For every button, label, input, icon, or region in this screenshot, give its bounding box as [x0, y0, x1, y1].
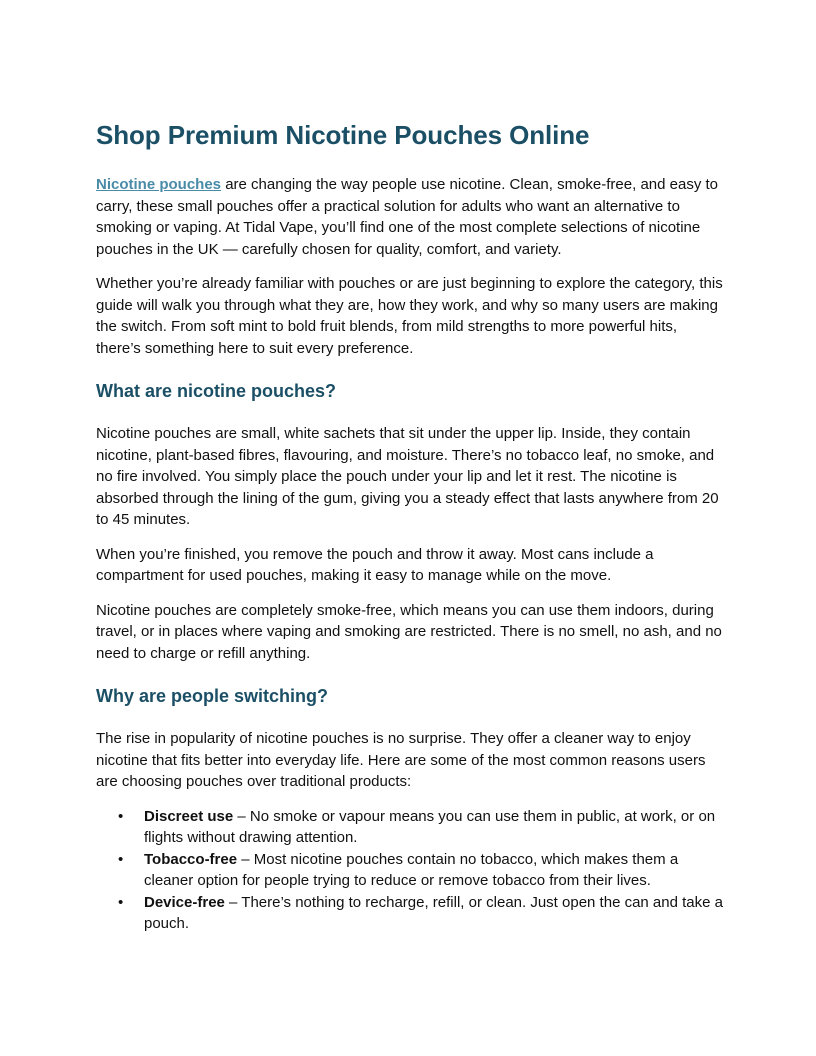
- section-heading-what-are: What are nicotine pouches?: [96, 381, 337, 401]
- list-item-term: Tobacco-free: [144, 850, 238, 868]
- section-heading-why-switching: Why are people switching?: [96, 686, 329, 706]
- bullet-icon: •: [118, 807, 124, 825]
- section2-paragraph: The rise in popularity of nicotine pouches is no surprise. They offer a cleaner way to enjoy nicotine that fits better into everyday life. Here are some of the most common reasons users are choosing pouches over traditional products:: [96, 730, 706, 790]
- list-item: [96, 849, 724, 892]
- list-item-text: – No smoke or vapour means you can use them in public, at work, or on flights without drawing attention.: [144, 807, 716, 846]
- list-item: [96, 806, 724, 849]
- list-item-term: Discreet use: [144, 807, 234, 825]
- list-item-text: – There’s nothing to recharge, refill, or clean. Just open the can and take a pouch.: [144, 893, 723, 932]
- section1-paragraph-2: When you’re finished, you remove the pouch and throw it away. Most cans include a compartment for used pouches, making it easy to manage while on the move.: [96, 545, 654, 584]
- bullet-icon: •: [118, 850, 124, 868]
- reasons-list: [96, 806, 724, 935]
- nicotine-pouches-link[interactable]: Nicotine pouches: [96, 176, 222, 193]
- intro-paragraph-2: Whether you’re already familiar with pouches or are just beginning to explore the category, this guide will walk you through what they are, how they work, and why so many users are making the switch. From soft mint to bold fruit blends, from mild strengths to more powerful hits, there’s something here to suit every preference.: [96, 275, 723, 357]
- list-item-term: Device-free: [144, 893, 225, 911]
- intro-text: are changing the way people use nicotine. Clean, smoke-free, and easy to carry, these small pouches offer a practical solution for adults who want an alternative to smoking or vaping. At Tidal Vape, you’ll find one of the most complete selections of nicotine pouches in the UK — carefully chosen for quality, comfort, and variety.: [96, 176, 719, 258]
- document-page: [96, 118, 724, 935]
- list-item: [96, 892, 724, 935]
- intro-paragraph: [96, 174, 724, 260]
- list-item-text: – Most nicotine pouches contain no tobacco, which makes them a cleaner option for people trying to reduce or remove tobacco from their lives.: [144, 850, 679, 889]
- section1-paragraph-3: Nicotine pouches are completely smoke-free, which means you can use them indoors, during travel, or in places where vaping and smoking are restricted. There is no smell, no ash, and no need to charge or refill anything.: [96, 601, 722, 662]
- section1-paragraph-1: Nicotine pouches are small, white sachets that sit under the upper lip. Inside, they contain nicotine, plant-based fibres, flavouring, and moisture. There’s no tobacco leaf, no smoke, and no fire involved. You simply place the pouch under your lip and let it rest. The nicotine is absorbed through the lining of the gum, giving you a steady effect that lasts anywhere from 20 to 45 minutes.: [96, 425, 719, 528]
- bullet-icon: •: [118, 893, 124, 911]
- page-title: Shop Premium Nicotine Pouches Online: [96, 120, 590, 150]
